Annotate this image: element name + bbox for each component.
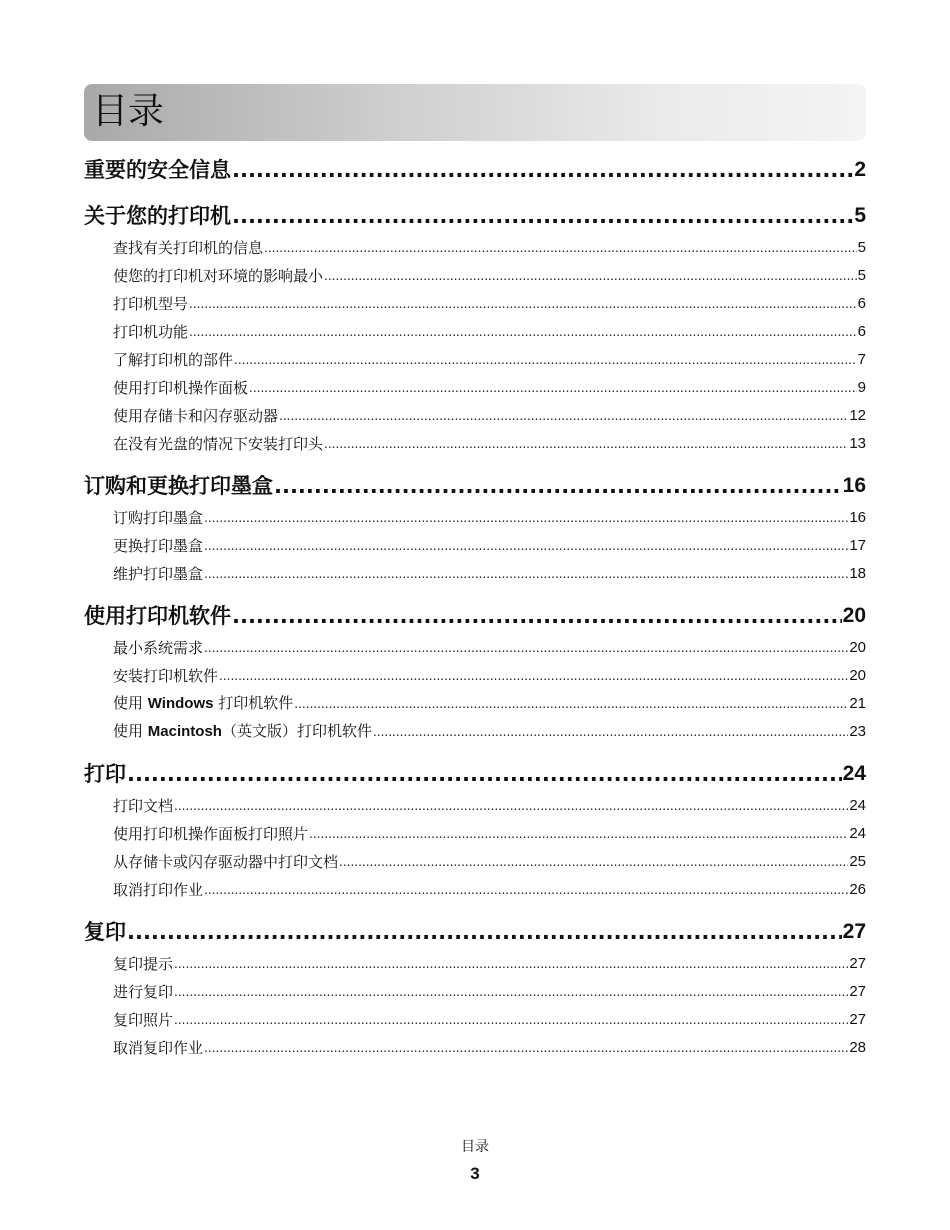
entry-page: 5 <box>857 267 866 284</box>
entry-page: 20 <box>849 667 866 684</box>
entry-page: 24 <box>849 797 866 814</box>
entry-page: 17 <box>849 537 866 554</box>
dot-leader <box>373 717 848 746</box>
dot-leader <box>324 261 857 290</box>
dot-leader <box>174 1005 848 1034</box>
dot-leader <box>204 503 848 532</box>
toc-entry-link[interactable] <box>84 718 866 746</box>
toc-entry-link[interactable] <box>84 262 866 290</box>
toc-section <box>84 152 866 188</box>
dot-leader <box>324 429 848 458</box>
entry-page: 13 <box>849 435 866 452</box>
chapter-page: 20 <box>842 604 866 627</box>
toc-entry-link[interactable] <box>84 690 866 718</box>
entry-page: 21 <box>849 695 866 712</box>
chapter-title: 复印 <box>84 920 126 944</box>
dot-leader <box>249 373 857 402</box>
chapter-title: 使用打印机软件 <box>84 604 231 628</box>
toc-entry-link[interactable] <box>84 978 866 1006</box>
chapter-page: 5 <box>854 204 866 227</box>
toc-section <box>84 756 866 904</box>
toc-entry-link[interactable] <box>84 374 866 402</box>
footer-label: 目录 <box>461 1139 489 1155</box>
toc-section <box>84 198 866 458</box>
dot-leader <box>204 531 848 560</box>
toc-entry-link[interactable] <box>84 532 866 560</box>
entry-title: 了解打印机的部件 <box>113 351 234 369</box>
entry-page: 5 <box>857 239 866 256</box>
entry-page: 18 <box>849 565 866 582</box>
toc-entry-link[interactable] <box>84 950 866 978</box>
entry-page: 6 <box>857 295 866 312</box>
dot-leader <box>279 401 848 430</box>
dot-leader <box>127 756 842 792</box>
entry-page: 7 <box>857 351 866 368</box>
chapter-page: 27 <box>842 920 866 943</box>
toc-entry-link[interactable] <box>84 876 866 904</box>
entry-title: 使您的打印机对环境的影响最小 <box>113 267 324 285</box>
entry-page: 6 <box>857 323 866 340</box>
toc-entry-link[interactable] <box>84 346 866 374</box>
dot-leader <box>204 1033 848 1062</box>
toc-section <box>84 598 866 746</box>
entry-title: 复印照片 <box>113 1011 174 1029</box>
dot-leader <box>264 233 857 262</box>
entry-title-suffix: （英文版）打印机软件 <box>221 722 372 740</box>
dot-leader <box>234 345 857 374</box>
entry-title-os-name: Windows <box>147 695 214 712</box>
entry-title: 取消打印作业 <box>113 881 204 899</box>
toc-entry-link[interactable] <box>84 1006 866 1034</box>
chapter-page: 24 <box>842 762 866 785</box>
toc-chapter-link[interactable] <box>84 152 866 188</box>
entry-title-os-name: Macintosh <box>147 723 222 740</box>
entry-title-prefix: 使用 <box>113 694 148 712</box>
entry-title: 维护打印墨盒 <box>113 565 204 583</box>
entry-title: 订购打印墨盒 <box>113 509 204 527</box>
toc-entry-link[interactable] <box>84 504 866 532</box>
dot-leader <box>204 559 848 588</box>
dot-leader <box>174 791 848 820</box>
toc-chapter-link[interactable] <box>84 598 866 634</box>
entry-title: 安装打印机软件 <box>113 667 219 685</box>
entry-title: 进行复印 <box>113 983 174 1001</box>
entry-title: 更换打印墨盒 <box>113 537 204 555</box>
table-of-contents <box>84 152 866 1072</box>
entry-title: 打印文档 <box>113 797 174 815</box>
entry-title: 使用存储卡和闪存驱动器 <box>113 407 279 425</box>
entry-page: 20 <box>849 639 866 656</box>
toc-chapter-link[interactable] <box>84 468 866 504</box>
chapter-page: 16 <box>842 474 866 497</box>
toc-entry-link[interactable] <box>84 290 866 318</box>
entry-page: 27 <box>849 955 866 972</box>
toc-entry-link[interactable] <box>84 560 866 588</box>
chapter-title: 订购和更换打印墨盒 <box>84 474 273 498</box>
entry-title: 复印提示 <box>113 955 174 973</box>
chapter-title: 重要的安全信息 <box>84 158 231 182</box>
entry-title: 打印机功能 <box>113 323 189 341</box>
dot-leader <box>339 847 848 876</box>
entry-page: 12 <box>849 407 866 424</box>
entry-title-prefix: 使用 <box>113 722 148 740</box>
dot-leader <box>232 152 853 188</box>
entry-title: 最小系统需求 <box>113 639 204 657</box>
entry-page: 24 <box>849 825 866 842</box>
entry-page: 25 <box>849 853 866 870</box>
entry-page: 27 <box>849 983 866 1000</box>
toc-entry-link[interactable] <box>84 318 866 346</box>
dot-leader <box>174 977 848 1006</box>
toc-entry-link[interactable] <box>84 402 866 430</box>
entry-title: 取消复印作业 <box>113 1039 204 1057</box>
toc-entry-link[interactable] <box>84 634 866 662</box>
page-number: 3 <box>470 1164 480 1183</box>
dot-leader <box>204 633 848 662</box>
toc-chapter-link[interactable] <box>84 914 866 950</box>
dot-leader <box>189 289 857 318</box>
toc-entry-link[interactable] <box>84 662 866 690</box>
toc-chapter-link[interactable] <box>84 198 866 234</box>
toc-section <box>84 914 866 1062</box>
dot-leader <box>219 661 848 690</box>
toc-entry-link[interactable] <box>84 1034 866 1062</box>
toc-chapter-link[interactable] <box>84 756 866 792</box>
dot-leader <box>232 198 853 234</box>
page-title: 目录 <box>92 91 165 132</box>
entry-title: 使用打印机操作面板打印照片 <box>113 825 309 843</box>
entry-title <box>113 717 372 746</box>
entry-title: 查找有关打印机的信息 <box>113 239 264 257</box>
dot-leader <box>274 468 842 504</box>
toc-entry-link[interactable] <box>84 848 866 876</box>
entry-page: 28 <box>849 1039 866 1056</box>
entry-title <box>113 689 293 718</box>
entry-title: 打印机型号 <box>113 295 189 313</box>
dot-leader <box>174 949 848 978</box>
entry-page: 16 <box>849 509 866 526</box>
title-bar <box>84 84 866 141</box>
chapter-title: 关于您的打印机 <box>84 204 231 228</box>
chapter-title: 打印 <box>84 762 126 786</box>
dot-leader <box>232 598 842 634</box>
dot-leader <box>204 875 848 904</box>
toc-entry-link[interactable] <box>84 820 866 848</box>
dot-leader <box>127 914 842 950</box>
dot-leader <box>189 317 857 346</box>
dot-leader <box>309 819 848 848</box>
entry-page: 26 <box>849 881 866 898</box>
dot-leader <box>294 689 848 718</box>
toc-section <box>84 468 866 588</box>
toc-entry-link[interactable] <box>84 792 866 820</box>
entry-title: 从存储卡或闪存驱动器中打印文档 <box>113 853 339 871</box>
entry-page: 27 <box>849 1011 866 1028</box>
entry-title: 使用打印机操作面板 <box>113 379 249 397</box>
entry-page: 9 <box>857 379 866 396</box>
entry-title-suffix: 打印机软件 <box>213 694 294 712</box>
toc-entry-link[interactable] <box>84 234 866 262</box>
entry-title: 在没有光盘的情况下安装打印头 <box>113 435 324 453</box>
chapter-page: 2 <box>854 158 866 181</box>
entry-page: 23 <box>849 723 866 740</box>
toc-entry-link[interactable] <box>84 430 866 458</box>
